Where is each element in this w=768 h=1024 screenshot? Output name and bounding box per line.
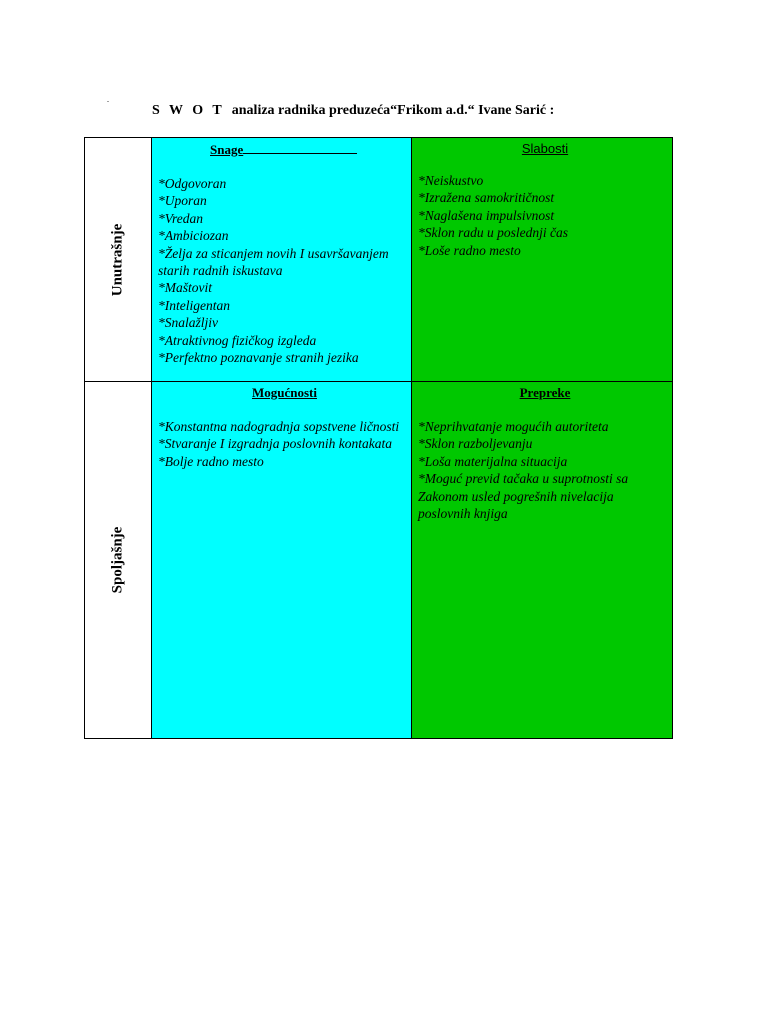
list-item: *Inteligentan (158, 297, 230, 313)
list-item: *Perfektno poznavanje stranih jezika (158, 350, 359, 366)
opportunities-cell (152, 382, 412, 738)
threats-cell (412, 382, 672, 738)
list-item: *Sklon radu u poslednji čas (418, 225, 568, 241)
list-item: *Ambiciozan (158, 228, 229, 244)
swot-table (84, 137, 673, 739)
list-item: *Odgovoran (158, 176, 227, 191)
threats-heading: Prepreke (519, 385, 571, 400)
strengths-cell (152, 138, 412, 382)
list-item: *Loša materijalna situacija (418, 453, 568, 469)
list-item: *Moguć previd tačaka u suprotnosti sa Zakonom usled pogrešnih nivelacija poslovnih knjiga (418, 471, 629, 522)
row-label-external-text: Spoljašnje (109, 526, 126, 594)
heading-underline (243, 141, 357, 154)
stray-mark: . (107, 95, 109, 104)
list-item: *Snalažljiv (158, 315, 218, 331)
row-label-internal (85, 138, 152, 382)
list-item: *Konstantna nadogradnja sopstvene ličnosti (158, 419, 400, 434)
weaknesses-heading: Slabosti (521, 141, 569, 156)
row-label-external (85, 382, 152, 738)
strengths-list (158, 175, 411, 366)
document-title (152, 103, 554, 119)
strengths-heading: Snage (158, 141, 411, 158)
list-item: *Uporan (158, 193, 207, 209)
list-item: *Želja za sticanjem novih I usavršavanjem starih radnih iskustava (158, 245, 389, 279)
row-label-internal-text: Unutrašnje (109, 223, 126, 296)
list-item: *Neiskustvo (418, 173, 484, 188)
list-item: *Neprihvatanje mogućih autoriteta (418, 419, 609, 434)
list-item: *Izražena samokritičnost (418, 190, 555, 206)
list-item: *Stvaranje I izgradnja poslovnih kontakata (158, 436, 392, 452)
list-item: *Vredan (158, 210, 203, 226)
list-item: *Sklon razboljevanju (418, 436, 533, 452)
threats-list (418, 418, 672, 522)
list-item: *Loše radno mesto (418, 242, 521, 258)
list-item: *Atraktivnog fizičkog izgleda (158, 332, 317, 348)
weaknesses-list (418, 172, 672, 259)
list-item: *Naglašena impulsivnost (418, 207, 555, 223)
opportunities-list (158, 418, 411, 470)
title-rest: analiza radnika preduzeća“Frikom a.d.“ Ivane Sarić : (224, 103, 555, 118)
weaknesses-cell (412, 138, 672, 382)
title-swot: S W O T (152, 103, 225, 118)
list-item: *Maštovit (158, 280, 212, 296)
opportunities-heading: Mogućnosti (252, 385, 317, 400)
list-item: *Bolje radno mesto (158, 453, 264, 469)
